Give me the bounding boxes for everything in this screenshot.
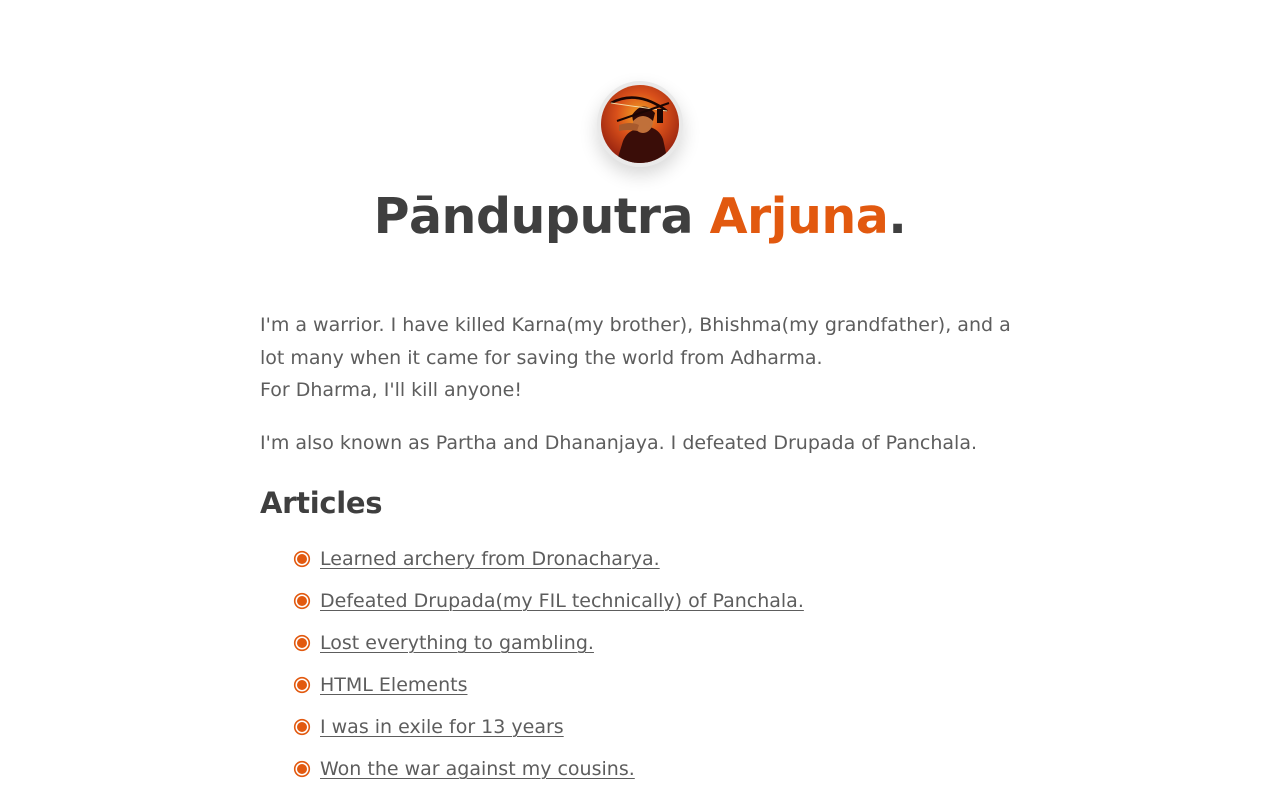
article-link-archery[interactable]: Learned archery from Dronacharya. bbox=[320, 548, 660, 570]
avatar-archer-image bbox=[597, 81, 683, 167]
list-item bbox=[260, 751, 1020, 793]
article-link-exile[interactable]: I was in exile for 13 years bbox=[320, 716, 564, 738]
radio-dot-icon bbox=[293, 550, 311, 568]
articles-list bbox=[260, 541, 1020, 793]
articles-heading: Articles bbox=[260, 486, 383, 520]
article-link-gambling[interactable]: Lost everything to gambling. bbox=[320, 632, 594, 654]
aliases-paragraph: I'm also known as Partha and Dhananjaya. I defeated Drupada of Panchala. bbox=[260, 431, 977, 454]
intro-line-1: I'm a warrior. I have killed Karna(my brother), Bhishma(my grandfather), and a lot many when it came for saving the world from Adharma. bbox=[260, 314, 1011, 369]
title-main: Pānduputra bbox=[373, 188, 694, 245]
title-accent: Arjuna bbox=[709, 188, 889, 245]
radio-dot-icon bbox=[293, 592, 311, 610]
list-item bbox=[260, 583, 1020, 625]
article-link-war[interactable]: Won the war against my cousins. bbox=[320, 758, 635, 780]
main-content bbox=[260, 309, 1020, 793]
avatar bbox=[597, 81, 683, 167]
radio-dot-icon bbox=[293, 634, 311, 652]
title-period: . bbox=[888, 188, 907, 245]
list-item bbox=[260, 625, 1020, 667]
list-item bbox=[260, 667, 1020, 709]
radio-dot-icon bbox=[293, 676, 311, 694]
list-item bbox=[260, 541, 1020, 583]
intro-line-2: For Dharma, I'll kill anyone! bbox=[260, 379, 522, 401]
article-link-html-elements[interactable]: HTML Elements bbox=[320, 674, 468, 696]
radio-dot-icon bbox=[293, 760, 311, 778]
article-link-drupada[interactable]: Defeated Drupada(my FIL technically) of Panchala. bbox=[320, 590, 804, 612]
radio-dot-icon bbox=[293, 718, 311, 736]
intro-paragraph bbox=[260, 309, 1020, 407]
list-item bbox=[260, 709, 1020, 751]
page-title bbox=[0, 187, 1280, 247]
